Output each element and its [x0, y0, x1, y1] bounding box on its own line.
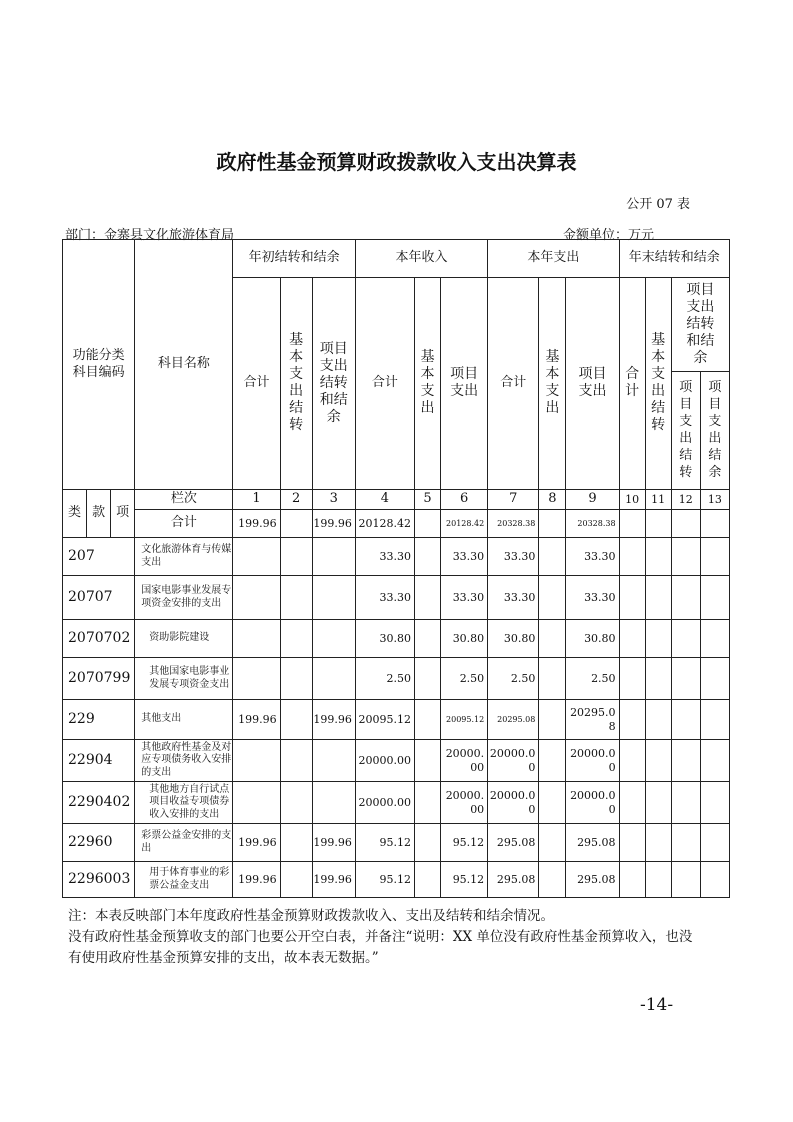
header-row-1 — [63, 240, 730, 278]
row-income-project: 95.12 — [441, 824, 488, 862]
row-income-project: 20000.00 — [441, 782, 488, 824]
row-begin-basic — [280, 862, 312, 898]
row-begin-project — [312, 782, 355, 824]
col-number: 2 — [280, 490, 312, 510]
fund-budget-table — [62, 239, 730, 898]
row-income-basic — [415, 824, 441, 862]
row-code: 22904 — [63, 740, 135, 782]
row-name: 用于体育事业的彩票公益金支出 — [135, 862, 233, 898]
row-expense-basic — [539, 576, 566, 620]
col-number: 6 — [441, 490, 488, 510]
col-number: 5 — [415, 490, 441, 510]
income-total-header: 合计 — [355, 278, 414, 490]
note-line-2: 没有政府性基金预算收支的部门也要公开空白表，并备注“说明：XX 单位没有政府性基金预算收入，也没 — [68, 929, 693, 945]
code-column-header: 功能分类科目编码 — [63, 240, 135, 490]
row-expense-total: 33.30 — [488, 538, 539, 576]
row-code: 20707 — [63, 576, 135, 620]
end-project-carry-header: 项目支出结转 — [679, 380, 693, 481]
row-expense-total: 20000.00 — [488, 740, 539, 782]
column-order-label: 栏次 — [135, 490, 233, 510]
row-expense-total: 33.30 — [488, 576, 539, 620]
row-begin-project — [312, 576, 355, 620]
total-expense-total: 20328.38 — [488, 510, 539, 538]
total-expense-project: 20328.38 — [566, 510, 619, 538]
row-begin-project: 199.96 — [312, 824, 355, 862]
row-begin-total — [233, 782, 280, 824]
row-income-basic — [415, 658, 441, 700]
row-code: 207 — [63, 538, 135, 576]
page-title: 政府性基金预算财政拨款收入支出决算表 — [216, 150, 577, 174]
note-line-1: 注：本表反映部门本年度政府性基金预算财政拨款收入、支出及结转和结余情况。 — [68, 908, 554, 924]
row-name: 其他地方自行试点项目收益专项债券收入安排的支出 — [135, 782, 233, 824]
begin-project-header: 项目支出结转和结余 — [319, 340, 348, 425]
table-row — [63, 576, 730, 620]
col-number: 4 — [355, 490, 414, 510]
income-header: 本年收入 — [355, 240, 487, 278]
row-income-basic — [415, 538, 441, 576]
note-line-3: 有使用政府性基金预算安排的支出，故本表无数据。” — [68, 950, 379, 966]
end-balance-header: 年末结转和结余 — [619, 240, 729, 278]
row-begin-basic — [280, 620, 312, 658]
row-begin-project — [312, 658, 355, 700]
row-expense-basic — [539, 658, 566, 700]
total-begin-total: 199.96 — [233, 510, 280, 538]
end-project-header: 项目支出结转和结余 — [686, 281, 715, 366]
row-code: 2070799 — [63, 658, 135, 700]
row-name: 彩票公益金安排的支出 — [135, 824, 233, 862]
row-begin-total — [233, 658, 280, 700]
row-income-total: 20000.00 — [355, 782, 414, 824]
row-expense-basic — [539, 862, 566, 898]
row-expense-basic — [539, 620, 566, 658]
row-code: 2070702 — [63, 620, 135, 658]
lei-header: 类 — [63, 490, 87, 538]
row-code: 22960 — [63, 824, 135, 862]
row-income-project: 33.30 — [441, 576, 488, 620]
row-income-total: 20000.00 — [355, 740, 414, 782]
income-project-header: 项目支出 — [450, 366, 479, 400]
row-expense-basic — [539, 700, 566, 740]
table-row — [63, 824, 730, 862]
row-expense-project: 20000.00 — [566, 782, 619, 824]
col-number: 7 — [488, 490, 539, 510]
col-number: 1 — [233, 490, 280, 510]
row-income-total: 33.30 — [355, 576, 414, 620]
row-begin-total — [233, 538, 280, 576]
row-income-basic — [415, 620, 441, 658]
row-expense-basic — [539, 538, 566, 576]
row-begin-project — [312, 620, 355, 658]
row-income-total: 33.30 — [355, 538, 414, 576]
row-income-project: 33.30 — [441, 538, 488, 576]
table-row — [63, 700, 730, 740]
total-income-total: 20128.42 — [355, 510, 414, 538]
expense-header: 本年支出 — [488, 240, 619, 278]
end-basic-header: 基本支出结转 — [651, 332, 666, 434]
begin-balance-header: 年初结转和结余 — [233, 240, 355, 278]
row-begin-total: 199.96 — [233, 862, 280, 898]
row-begin-basic — [280, 824, 312, 862]
col-number: 8 — [539, 490, 566, 510]
end-project-surplus-header: 项目支出结余 — [708, 380, 722, 481]
xiang-header: 项 — [111, 490, 135, 538]
row-name: 其他支出 — [135, 700, 233, 740]
begin-basic-header: 基本支出结转 — [289, 332, 304, 434]
row-income-project: 95.12 — [441, 862, 488, 898]
total-income-basic — [415, 510, 441, 538]
row-income-basic — [415, 782, 441, 824]
row-begin-basic — [280, 700, 312, 740]
row-expense-total: 20295.08 — [488, 700, 539, 740]
table-row — [63, 862, 730, 898]
col-number: 12 — [671, 490, 700, 510]
end-total-header: 合计 — [625, 366, 640, 400]
col-number: 9 — [566, 490, 619, 510]
expense-total-header: 合计 — [488, 278, 539, 490]
row-income-project: 20000.00 — [441, 740, 488, 782]
row-begin-project — [312, 538, 355, 576]
row-name: 文化旅游体育与传媒支出 — [135, 538, 233, 576]
row-code: 229 — [63, 700, 135, 740]
row-income-basic — [415, 740, 441, 782]
row-expense-total: 295.08 — [488, 862, 539, 898]
page-number: -14- — [640, 995, 674, 1015]
row-income-total: 20095.12 — [355, 700, 414, 740]
row-income-total: 30.80 — [355, 620, 414, 658]
row-expense-project: 20000.00 — [566, 740, 619, 782]
total-expense-basic — [539, 510, 566, 538]
row-begin-basic — [280, 538, 312, 576]
row-expense-project: 33.30 — [566, 538, 619, 576]
total-begin-project: 199.96 — [312, 510, 355, 538]
row-expense-total: 295.08 — [488, 824, 539, 862]
table-row — [63, 782, 730, 824]
total-begin-basic — [280, 510, 312, 538]
row-income-basic — [415, 576, 441, 620]
row-income-project: 20095.12 — [441, 700, 488, 740]
row-code: 2290402 — [63, 782, 135, 824]
row-expense-project: 30.80 — [566, 620, 619, 658]
row-income-basic — [415, 862, 441, 898]
col-number: 13 — [700, 490, 729, 510]
row-expense-total: 20000.00 — [488, 782, 539, 824]
amount-unit-label: 金额单位：万元 — [563, 228, 655, 243]
row-begin-basic — [280, 576, 312, 620]
row-begin-basic — [280, 658, 312, 700]
column-order-row — [63, 490, 730, 510]
row-begin-basic — [280, 740, 312, 782]
row-code: 2296003 — [63, 862, 135, 898]
row-expense-project: 295.08 — [566, 862, 619, 898]
table-row — [63, 620, 730, 658]
col-number: 3 — [312, 490, 355, 510]
row-begin-total: 199.96 — [233, 824, 280, 862]
begin-total-header: 合计 — [233, 278, 280, 490]
department-label: 部门：金寨县文化旅游体育局 — [65, 228, 235, 243]
row-name: 其他政府性基金及对应专项债务收入安排的支出 — [135, 740, 233, 782]
row-expense-total: 30.80 — [488, 620, 539, 658]
total-row — [63, 510, 730, 538]
expense-basic-header: 基本支出 — [545, 349, 560, 417]
row-name: 资助影院建设 — [135, 620, 233, 658]
form-number: 公开 07 表 — [626, 197, 690, 212]
row-begin-project: 199.96 — [312, 700, 355, 740]
row-expense-project: 33.30 — [566, 576, 619, 620]
kuan-header: 款 — [87, 490, 111, 538]
row-expense-basic — [539, 782, 566, 824]
row-income-total: 95.12 — [355, 862, 414, 898]
expense-project-header: 项目支出 — [578, 366, 607, 400]
row-name: 其他国家电影事业发展专项资金支出 — [135, 658, 233, 700]
row-begin-total — [233, 740, 280, 782]
row-expense-project: 20295.08 — [566, 700, 619, 740]
row-begin-project: 199.96 — [312, 862, 355, 898]
row-income-basic — [415, 700, 441, 740]
income-basic-header: 基本支出 — [420, 349, 435, 417]
row-income-total: 2.50 — [355, 658, 414, 700]
row-expense-basic — [539, 824, 566, 862]
row-name: 国家电影事业发展专项资金安排的支出 — [135, 576, 233, 620]
row-begin-total — [233, 576, 280, 620]
total-income-project: 20128.42 — [441, 510, 488, 538]
row-expense-total: 2.50 — [488, 658, 539, 700]
name-column-header: 科目名称 — [135, 240, 233, 490]
row-expense-project: 295.08 — [566, 824, 619, 862]
total-row-label: 合计 — [135, 510, 233, 538]
table-row — [63, 740, 730, 782]
row-expense-project: 2.50 — [566, 658, 619, 700]
table-row — [63, 658, 730, 700]
row-income-total: 95.12 — [355, 824, 414, 862]
table-row — [63, 538, 730, 576]
col-number: 11 — [645, 490, 671, 510]
row-begin-basic — [280, 782, 312, 824]
row-income-project: 30.80 — [441, 620, 488, 658]
row-begin-total — [233, 620, 280, 658]
row-income-project: 2.50 — [441, 658, 488, 700]
row-expense-basic — [539, 740, 566, 782]
col-number: 10 — [619, 490, 645, 510]
row-begin-project — [312, 740, 355, 782]
row-begin-total: 199.96 — [233, 700, 280, 740]
